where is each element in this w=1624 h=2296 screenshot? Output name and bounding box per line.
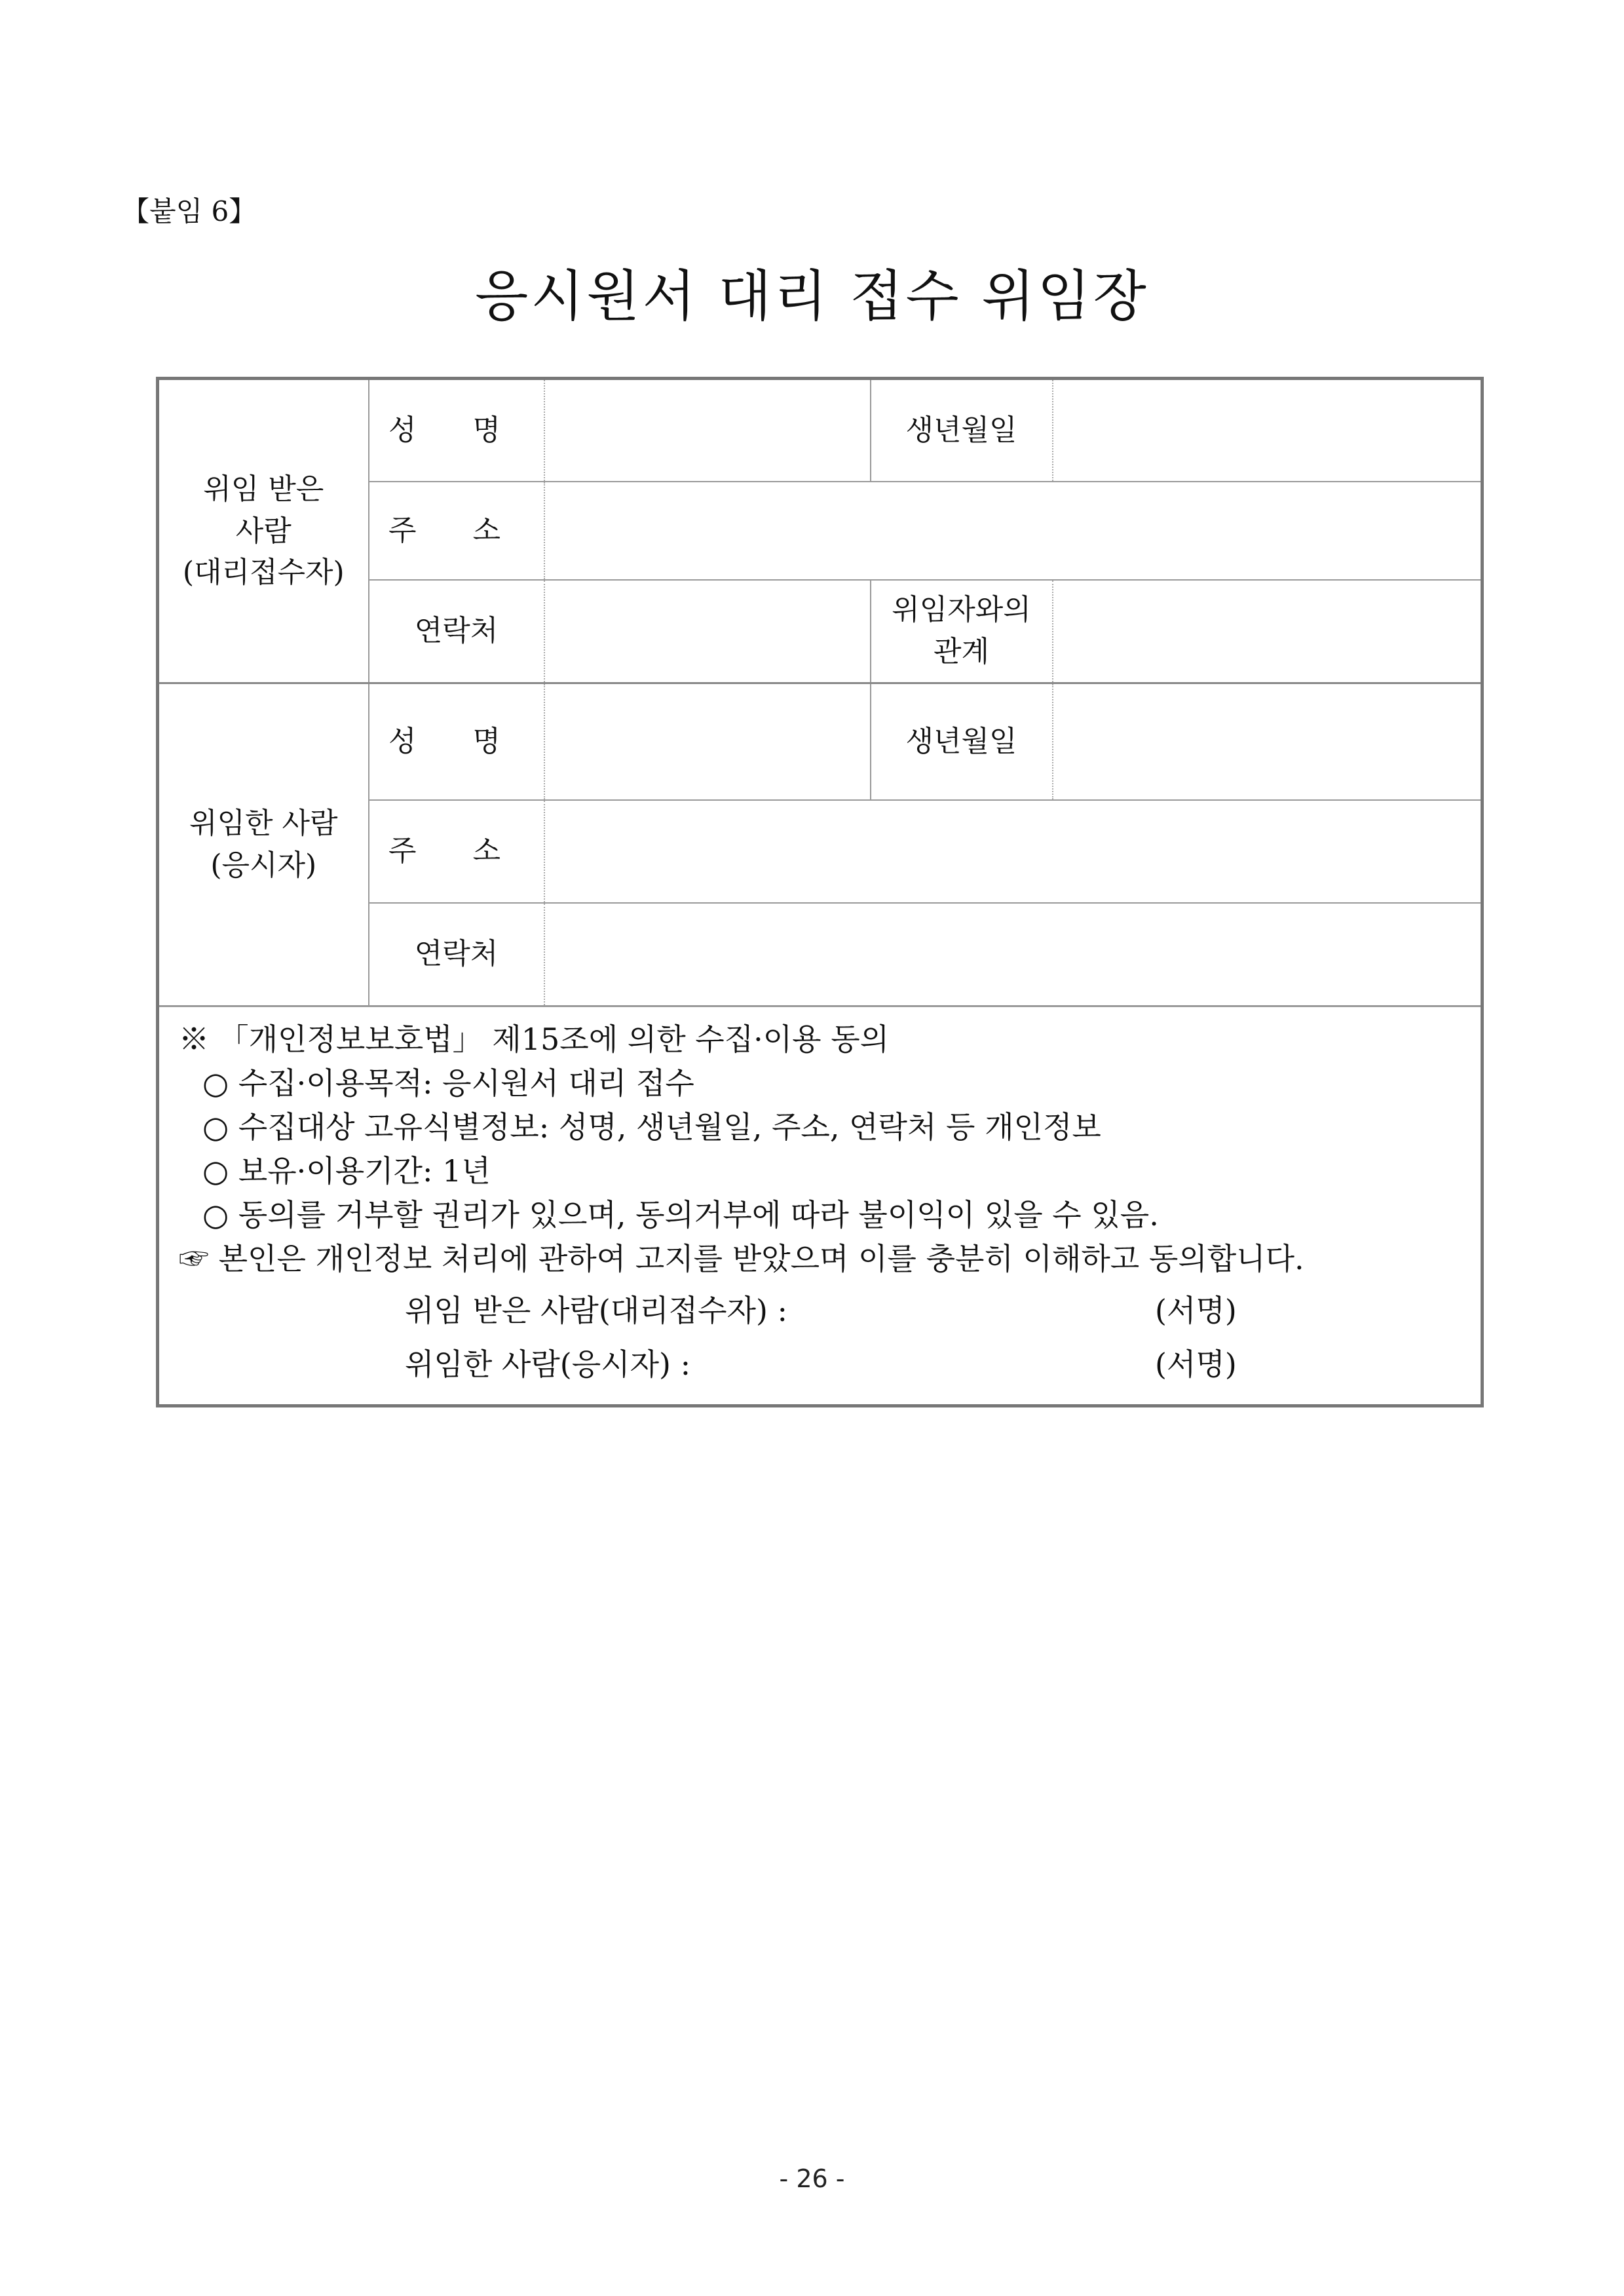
proxy-relation-label [871, 580, 1053, 683]
signature-delegator-mark[interactable]: (서명) [1155, 1347, 1237, 1382]
proxy-contact-field[interactable] [544, 580, 871, 683]
consent-statement: ☞ 본인은 개인정보 처리에 관하여 고지를 받았으며 이를 충분히 이해하고 동의합니다. [179, 1241, 1304, 1276]
notice-item: ○ 수집·이용목적: 응시원서 대리 접수 [202, 1065, 694, 1101]
delegator-contact-field[interactable] [544, 903, 1482, 1006]
delegator-name-field[interactable] [544, 683, 871, 800]
delegator-birth-field[interactable] [1053, 683, 1482, 800]
proxy-group-line-1: 위임 받은 [203, 472, 324, 506]
proxy-group-line-3: (대리접수자) [182, 556, 345, 590]
proxy-name-field[interactable] [544, 379, 871, 482]
proxy-contact-label: 연락처 [369, 580, 544, 683]
page-number: - 26 - [779, 2164, 845, 2193]
delegator-name-label: 성 명 [369, 683, 544, 800]
signature-proxy-label: 위임 받은 사람(대리접수자) : [405, 1293, 788, 1328]
privacy-consent-notice [158, 1006, 1482, 1406]
proxy-form-table [156, 377, 1484, 1407]
delegator-group-line-1: 위임한 사람 [189, 807, 338, 841]
attachment-label: 【붙임 6】 [122, 195, 257, 227]
notice-item: ○ 보유·이용기간: 1년 [202, 1153, 491, 1189]
signature-delegator-label: 위임한 사람(응시자) : [405, 1347, 691, 1382]
proxy-relation-line-1: 위임자와의 [892, 593, 1031, 627]
delegator-contact-label: 연락처 [369, 903, 544, 1006]
signature-row-delegator[interactable] [179, 1335, 1465, 1388]
notice-item: ○ 수집대상 고유식별정보: 성명, 생년월일, 주소, 연락처 등 개인정보 [202, 1109, 1101, 1145]
proxy-group-line-2: 사람 [235, 514, 292, 548]
page-title: 응시원서 대리 접수 위임장 [475, 264, 1149, 328]
proxy-group-label [158, 379, 369, 683]
delegator-address-label: 주 소 [369, 800, 544, 903]
proxy-relation-field[interactable] [1053, 580, 1482, 683]
proxy-address-label: 주 소 [369, 482, 544, 580]
signature-row-proxy[interactable] [179, 1281, 1465, 1335]
proxy-relation-line-2: 관계 [933, 635, 989, 669]
delegator-group-line-2: (응시자) [210, 849, 317, 882]
delegator-birth-label: 생년월일 [871, 683, 1053, 800]
proxy-address-field[interactable] [544, 482, 1482, 580]
notice-heading: ※ 「개인정보보호법」 제15조에 의한 수집·이용 동의 [179, 1022, 890, 1057]
signature-proxy-mark[interactable]: (서명) [1155, 1293, 1237, 1328]
delegator-address-field[interactable] [544, 800, 1482, 903]
notice-item: ○ 동의를 거부할 권리가 있으며, 동의거부에 따라 불이익이 있을 수 있음. [202, 1197, 1159, 1233]
proxy-name-label: 성 명 [369, 379, 544, 482]
proxy-birth-label: 생년월일 [871, 379, 1053, 482]
delegator-group-label [158, 683, 369, 1006]
proxy-birth-field[interactable] [1053, 379, 1482, 482]
